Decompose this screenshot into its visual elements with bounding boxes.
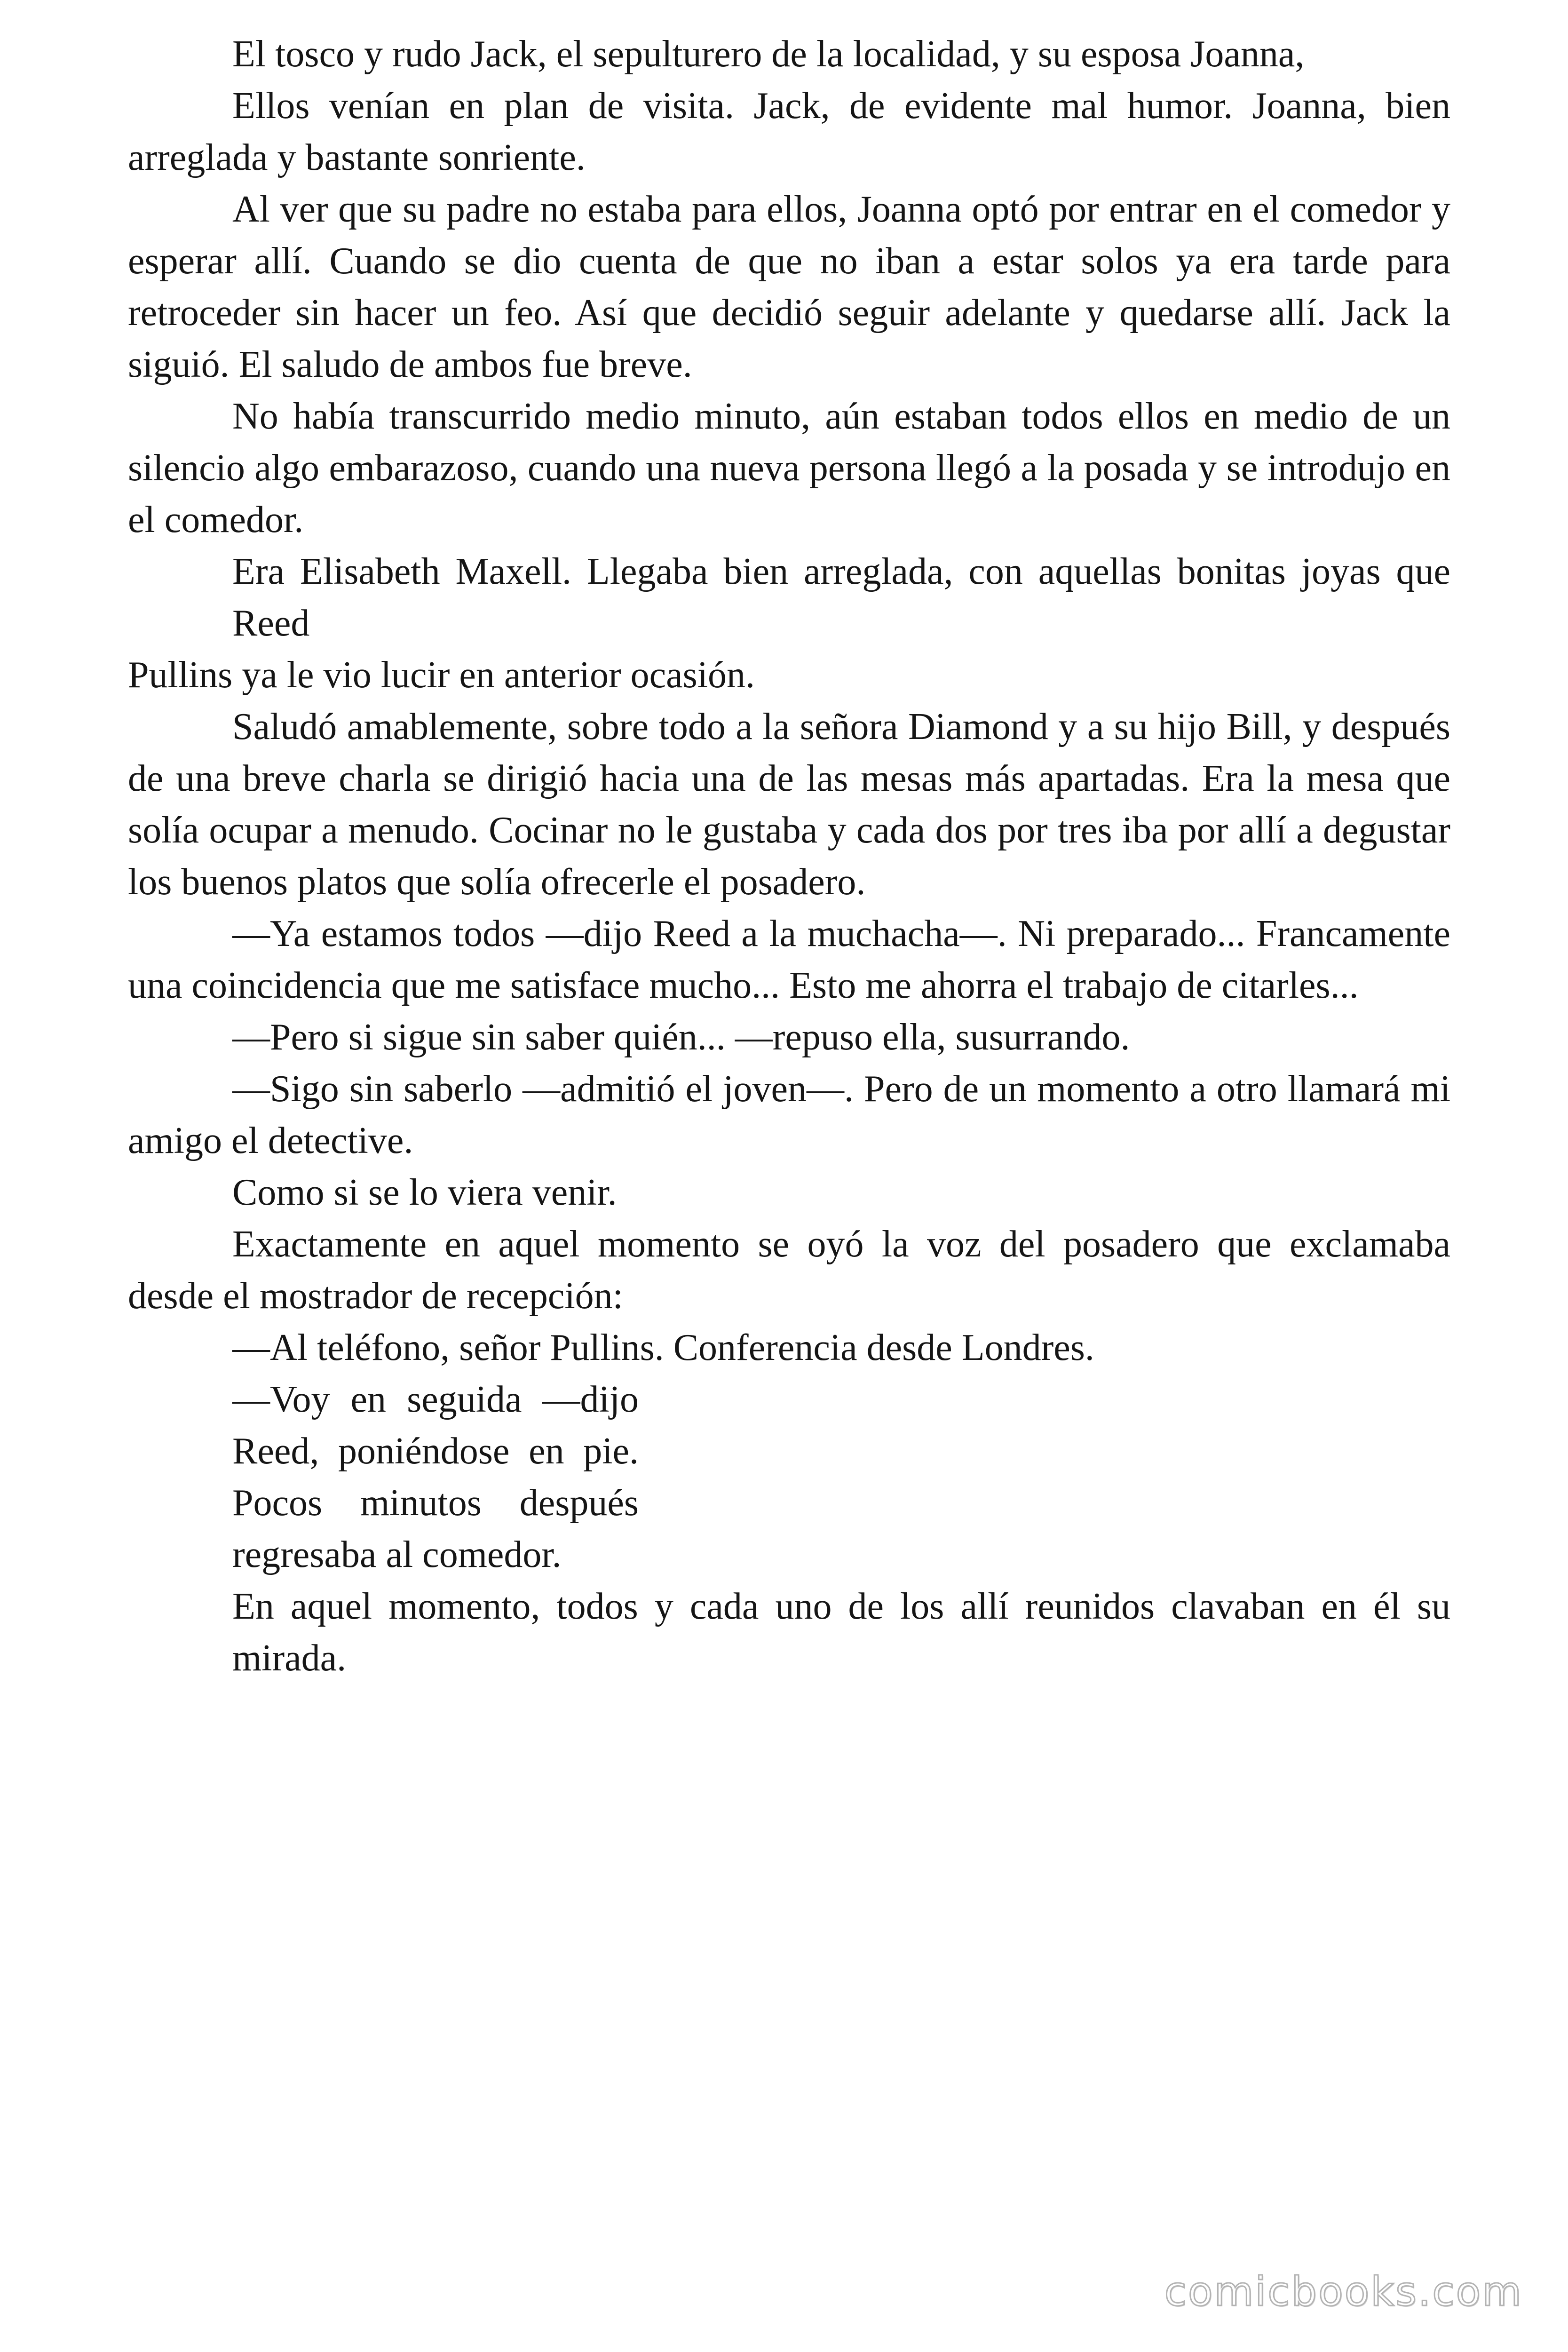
paragraph: Saludó amablemente, sobre todo a la señora Diamond y a su hijo Bill, y después de una breve charla se dirigió hacia una de las mesas más apartadas. Era la mesa que solía ocupar a menudo. Cocinar no le gustaba y cada dos por tres iba por allí a degustar los buenos platos que solía ofrecerle el posadero. (128, 706, 1450, 903)
paragraph: —Al teléfono, señor Pullins. Conferencia desde Londres. (232, 1327, 1094, 1368)
paragraph: No había transcurrido medio minuto, aún estaban todos ellos en medio de un silencio algo embarazoso, cuando una nueva persona llegó a la posada y se introdujo en el comedor. (128, 396, 1450, 540)
paragraph: Exactamente en aquel momento se oyó la voz del posadero que exclamaba desde el mostrador de recepción: (128, 1224, 1450, 1317)
paragraph: El tosco y rudo Jack, el sepulturero de la localidad, y su esposa Joanna, (232, 33, 1305, 75)
paragraph: Como si se lo viera venir. (232, 1172, 617, 1213)
paragraph: Pullins ya le vio lucir en anterior ocasión. (128, 654, 755, 696)
paragraph: —Ya estamos todos —dijo Reed a la muchacha—. Ni preparado... Francamente una coincidencia que me satisface mucho... Esto me ahorra el trabajo de citarles... (128, 913, 1450, 1006)
paragraph: Ellos venían en plan de visita. Jack, de evidente mal humor. Joanna, bien arreglada y bastante sonriente. (128, 85, 1450, 178)
paragraph: —Sigo sin saberlo —admitió el joven—. Pero de un momento a otro llamará mi amigo el detective. (128, 1068, 1450, 1161)
paragraph: En aquel momento, todos y cada uno de los allí reunidos clavaban en él su mirada. (232, 1586, 1450, 1679)
paragraph: —Voy en seguida —dijo Reed, poniéndose en pie. Pocos minutos después regresaba al comedor. (232, 1379, 639, 1575)
paragraph: —Pero si sigue sin saber quién... —repuso ella, susurrando. (232, 1017, 1130, 1058)
paragraph: Era Elisabeth Maxell. Llegaba bien arreglada, con aquellas bonitas joyas que Reed (232, 551, 1450, 644)
site-watermark: comicbooks.com (1164, 2268, 1523, 2315)
paragraph: Al ver que su padre no estaba para ellos, Joanna optó por entrar en el comedor y esperar allí. Cuando se dio cuenta de que no iban a estar solos ya era tarde para retroceder sin hacer un feo. Así que decidió seguir adelante y quedarse allí. Jack la siguió. El saludo de ambos fue breve. (128, 189, 1450, 385)
body-text (128, 28, 1450, 1684)
